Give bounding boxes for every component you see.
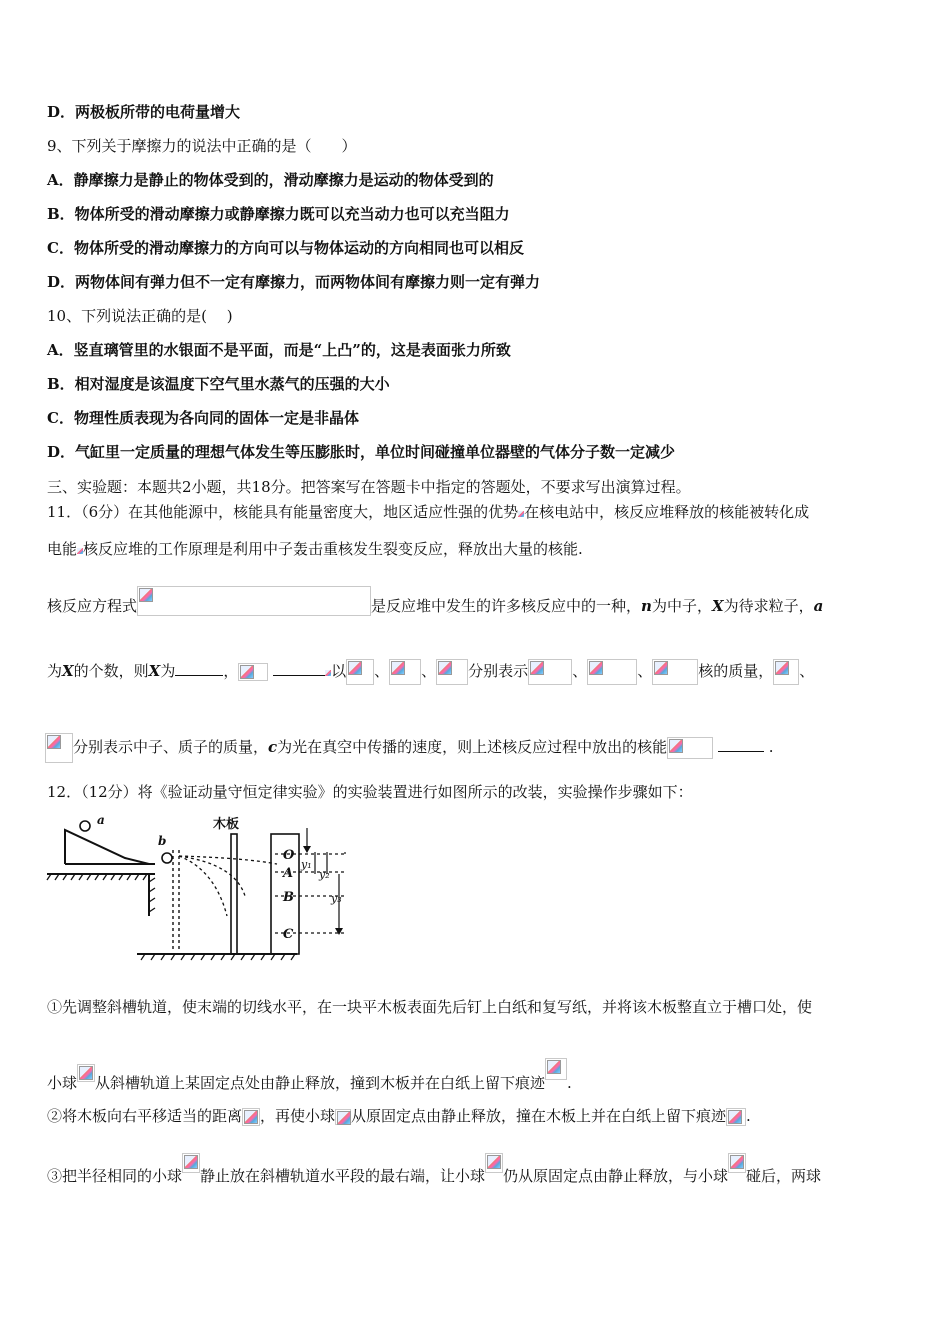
mass-symbol-image [528, 659, 572, 685]
board-label: 木板 [213, 817, 240, 832]
mass-symbol-image [45, 733, 73, 763]
formula-image [325, 670, 331, 676]
q12-step2: ②将木板向右平移适当的距离 ，再使小球 从原固定点由静止释放，撞在木板上并在白纸上留下痕迹 . [47, 1107, 751, 1125]
q11-line4: 为X的个数，则X为 ， 以 、 、 分别表示 、 、 核的质量， 、 [47, 659, 814, 685]
q9-option-c: C．物体所受的滑动摩擦力的方向可以与物体运动的方向相同也可以相反 [47, 239, 524, 257]
q12-step3: ③把半径相同的小球 静止放在斜槽轨道水平段的最右端，让小球 仍从原固定点由静止释放，与小球 碰后，两球 [47, 1153, 821, 1186]
energy-symbol-image [667, 737, 713, 759]
q11-line5: 分别表示中子、质子的质量，c为光在真空中传播的速度，则上述核反应过程中放出的核能 . [45, 733, 774, 763]
formula-image [485, 1153, 503, 1173]
ball-b-label: b [158, 834, 167, 848]
q9-option-a: A．静摩擦力是静止的物体受到的，滑动摩擦力是运动的物体受到的 [47, 171, 494, 189]
q12-stem: 12．（12分）将《验证动量守恒定律实验》的实验装置进行如图所示的改装，实验操作步骤如下： [47, 783, 693, 801]
answer-blank-energy[interactable] [718, 751, 764, 752]
q11-line1: 11．（6分）在其他能源中，核能具有能量密度大，地区适应性强的优势 在核电站中，核反应堆释放的核能被转化成 [47, 503, 810, 521]
q12-step1-line1: ①先调整斜槽轨道，使末端的切线水平，在一块平木板表面先后钉上白纸和复写纸，并将该木板整直立于槽口处，使 [47, 998, 813, 1016]
point-o-label: O [283, 848, 295, 863]
q9-option-d: D．两物体间有弹力但不一定有摩擦力，而两物体间有摩擦力则一定有弹力 [47, 273, 541, 291]
y1-label: y₁ [301, 858, 312, 871]
q8-option-d: D．两极板所带的电荷量增大 [47, 103, 241, 121]
point-c-label: C [283, 927, 294, 942]
mass-symbol-image [652, 659, 698, 685]
q11-line2: 电能 核反应堆的工作原理是利用中子轰击重核发生裂变反应，释放出大量的核能. [47, 540, 583, 558]
formula-image [389, 659, 421, 685]
q10-option-b: B．相对湿度是该温度下空气里水蒸气的压强的大小 [47, 375, 390, 393]
formula-image [77, 548, 83, 554]
q9-stem: 9、下列关于摩擦力的说法中正确的是（ ） [47, 137, 357, 155]
formula-image [335, 1109, 351, 1125]
ball-a [80, 821, 90, 831]
point-a-label: A [283, 866, 294, 881]
ball-b [162, 853, 172, 863]
q10-option-c: C．物理性质表现为各向同的固体一定是非晶体 [47, 409, 359, 427]
ball-a-label: a [97, 813, 105, 827]
q10-stem: 10、下列说法正确的是( ) [47, 307, 233, 325]
q11-line3: 核反应方程式 是反应堆中发生的许多核反应中的一种，n为中子，X为待求粒子，a [47, 586, 823, 616]
q10-option-a: A．竖直璃管里的水银面不是平面，而是“上凸”的，这是表面张力所致 [47, 341, 511, 359]
formula-image [77, 1064, 95, 1082]
formula-image [545, 1058, 567, 1080]
formula-image [726, 1108, 746, 1126]
answer-blank-a[interactable] [273, 675, 325, 676]
experiment-apparatus-figure [45, 812, 355, 962]
answer-blank-x[interactable] [175, 675, 223, 676]
ramp [65, 830, 149, 864]
trajectories [179, 856, 277, 916]
point-b-label: B [283, 890, 294, 905]
mass-symbol-image [587, 659, 637, 685]
q10-option-d: D．气缸里一定质量的理想气体发生等压膨胀时，单位时间碰撞单位器壁的气体分子数一定减少 [47, 443, 676, 461]
section3-heading: 三、实验题：本题共2小题，共18分。把答案写在答题卡中指定的答题处，不要求写出演算过程。 [47, 478, 691, 496]
y3-label: y₃ [331, 892, 342, 905]
formula-image [346, 659, 374, 685]
y2-label: y₂ [319, 868, 330, 881]
formula-image [436, 659, 468, 685]
board-left [231, 834, 237, 954]
q12-step1-line2: 小球 从斜槽轨道上某固定点处由静止释放，撞到木板并在白纸上留下痕迹 . [47, 1058, 572, 1093]
formula-image [242, 1108, 260, 1126]
nuclear-equation-image [137, 586, 371, 616]
formula-image [182, 1153, 200, 1173]
formula-image [728, 1153, 746, 1173]
formula-image [238, 663, 268, 681]
mass-symbol-image [773, 659, 799, 685]
q9-option-b: B．物体所受的滑动摩擦力或静摩擦力既可以充当动力也可以充当阻力 [47, 205, 510, 223]
formula-image [518, 511, 524, 517]
